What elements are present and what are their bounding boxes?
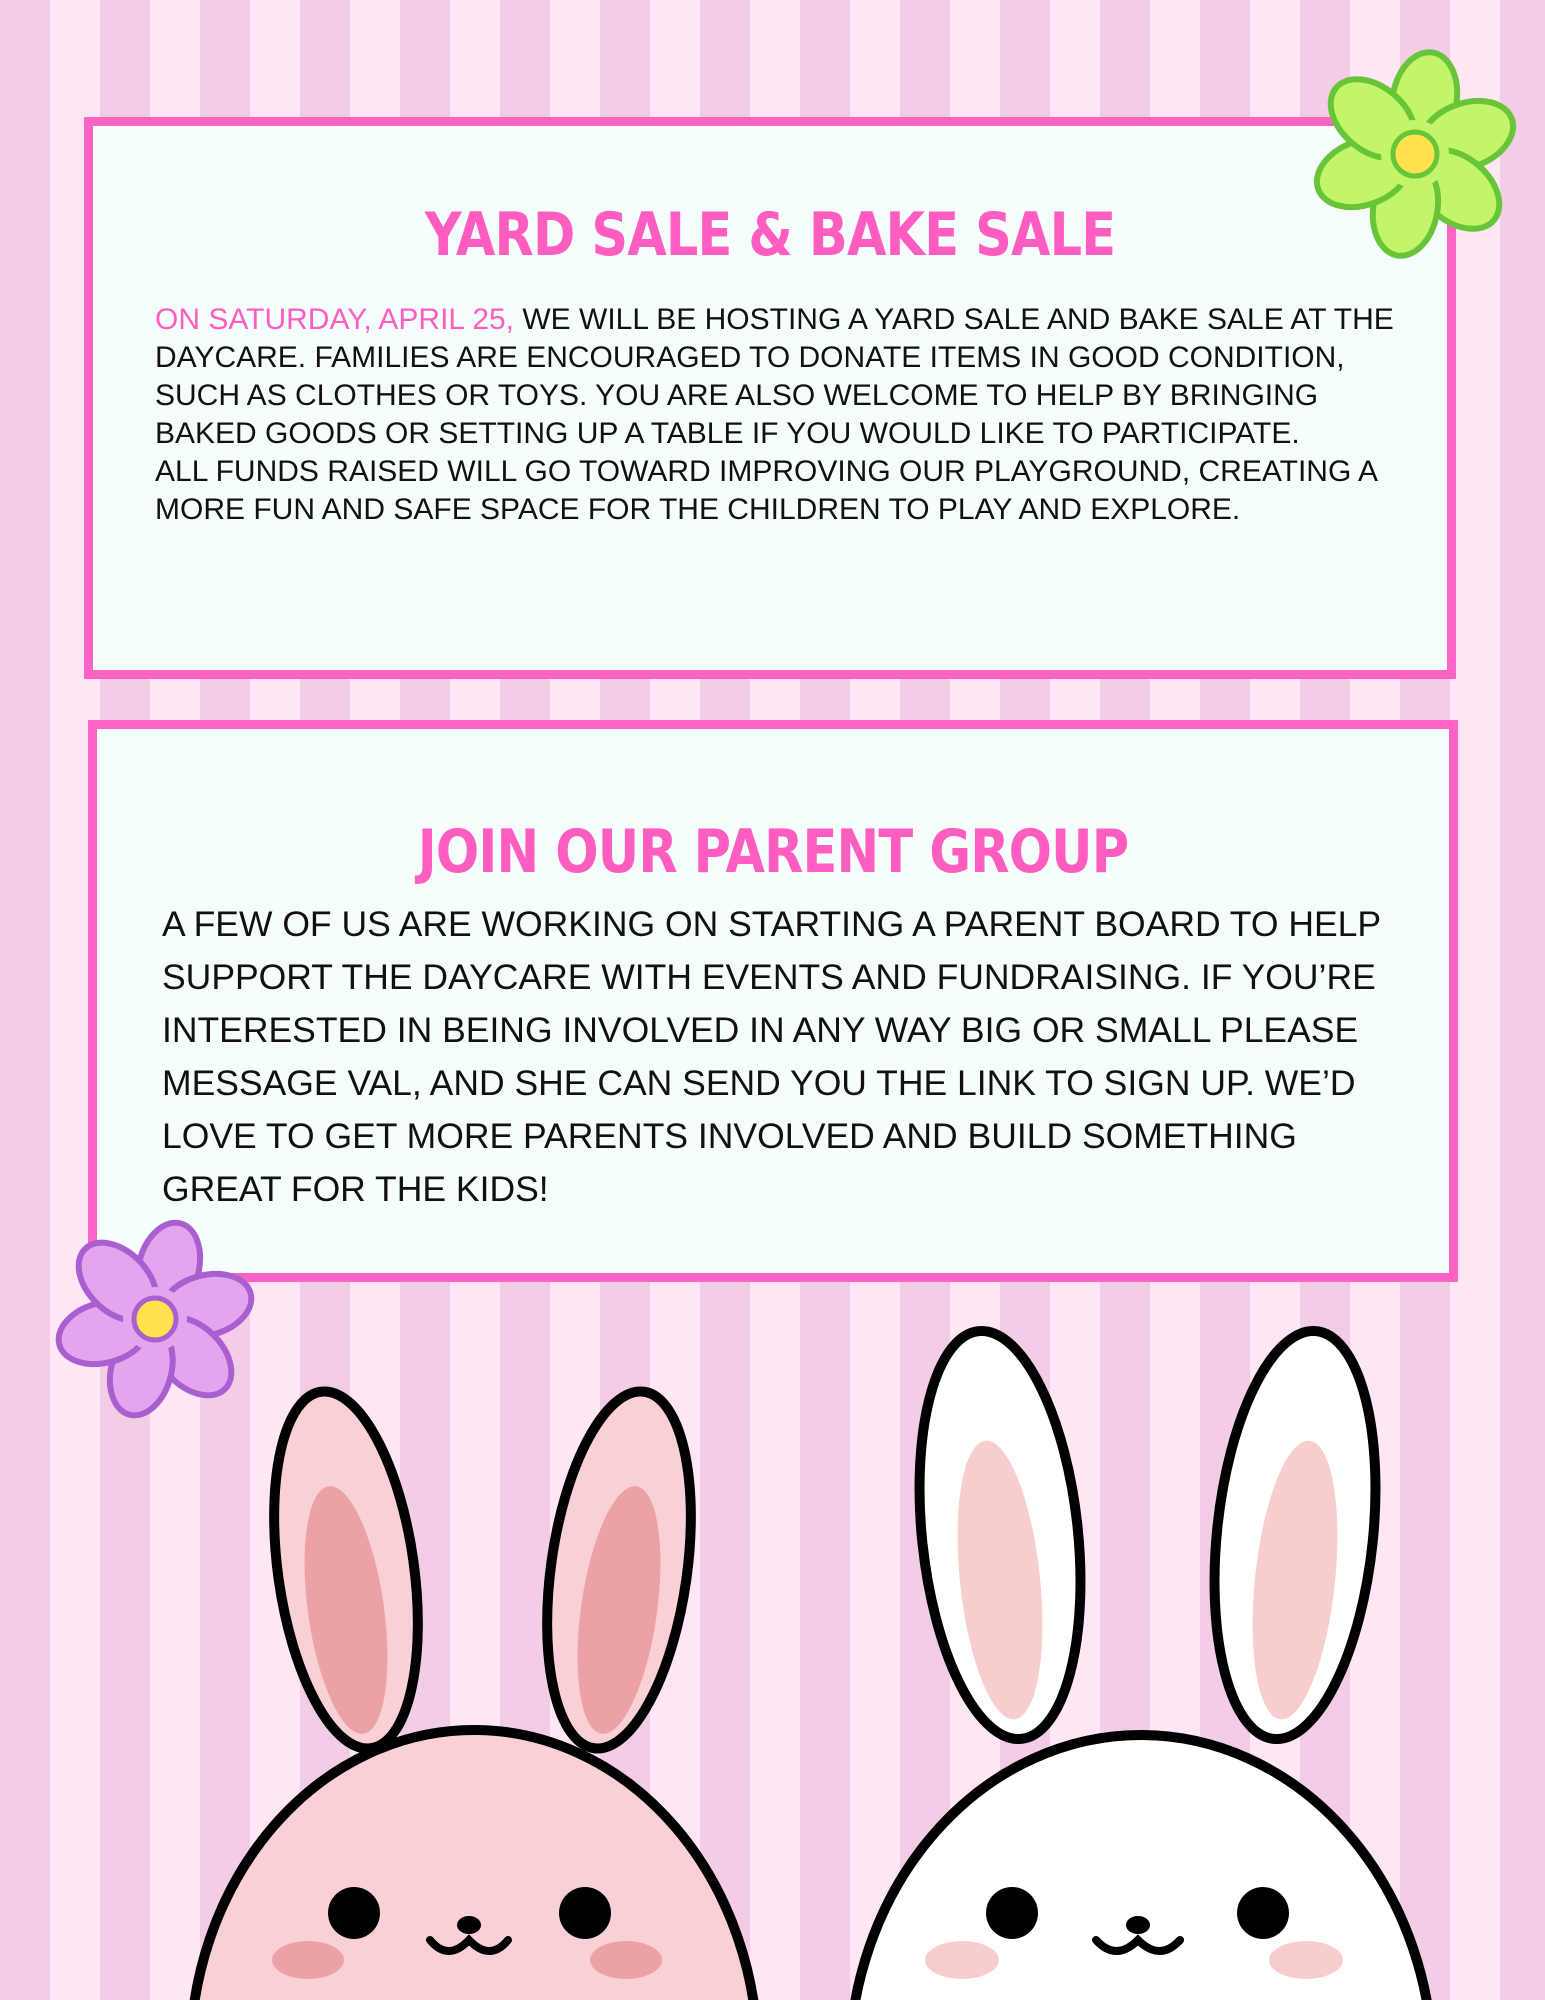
parent-group-title: JOIN OUR PARENT GROUP [417, 817, 1129, 887]
green-flower-icon [1300, 42, 1530, 267]
bunnies-illustration [0, 1300, 1545, 2000]
yard-sale-card [84, 117, 1456, 679]
yard-sale-date: ON SATURDAY, APRIL 25, [155, 303, 515, 336]
yard-sale-paragraph-2: ALL FUNDS RAISED WILL GO TOWARD IMPROVING OUR PLAYGROUND, CREATING A MORE FUN AND SAFE SPACE FOR THE CHILDREN TO PLAY AND EXPLORE. [155, 455, 1377, 526]
pink-bunny-illustration [190, 1382, 758, 2000]
parent-group-paragraph: A FEW OF US ARE WORKING ON STARTING A PARENT BOARD TO HELP SUPPORT THE DAYCARE WITH EVENTS AND FUNDRAISING. IF YOU’RE INTERESTED IN BEING INVOLVED IN ANY WAY BIG OR SMALL PLEASE MESSAGE VAL, AND SHE CAN SEND YOU THE LINK TO SIGN UP. WE’D LOVE TO GET MORE PARENTS INVOLVED AND BUILD SOMETHING GREAT FOR THE KIDS! [162, 904, 1381, 1209]
parent-group-card [88, 720, 1458, 1282]
white-bunny-illustration [849, 1323, 1433, 2000]
yard-sale-title: YARD SALE & BAKE SALE [424, 200, 1116, 270]
yard-sale-text [155, 301, 1425, 529]
yard-sale-paragraph-1: WE WILL BE HOSTING A YARD SALE AND BAKE SALE AT THE DAYCARE. FAMILIES ARE ENCOURAGED TO DONATE ITEMS IN GOOD CONDITION, SUCH AS CLOTHES OR TOYS. YOU ARE ALSO WELCOME TO HELP BY BRINGING BAKED GOODS OR SETTING UP A TABLE IF YOU WOULD LIKE TO PARTICIPATE. [155, 303, 1394, 450]
